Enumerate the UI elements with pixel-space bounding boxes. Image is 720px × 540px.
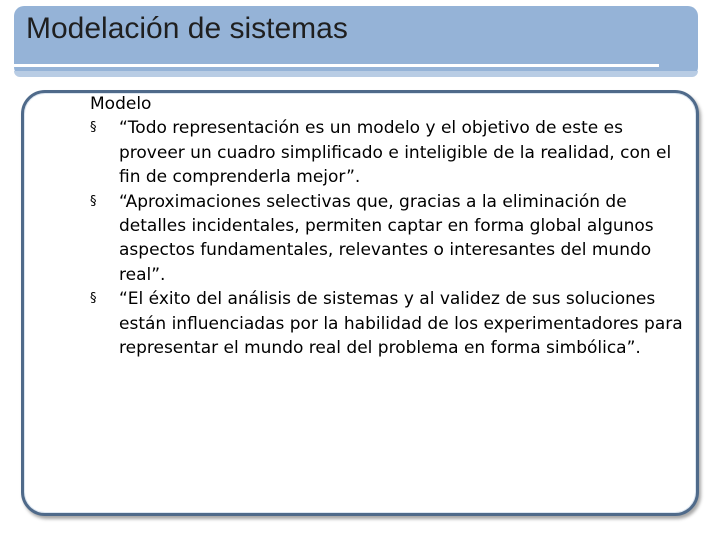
bullet-text: “Todo representación es un modelo y el objetivo de este es proveer un cuadro simplificado e inteligible de la realidad, con el fin de comprenderla mejor”. bbox=[119, 118, 672, 188]
bullet-item bbox=[90, 287, 690, 360]
section-heading: Modelo bbox=[90, 94, 152, 114]
content-area bbox=[90, 92, 690, 360]
square-bullet-icon: § bbox=[90, 120, 97, 136]
bullet-text: “El éxito del análisis de sistemas y al validez de sus soluciones están influenciadas por la habilidad de los experimentadores para representar el mundo real del problema en forma simbólica”. bbox=[119, 289, 683, 359]
slide-title: Modelación de sistemas bbox=[26, 12, 348, 45]
bullet-list bbox=[90, 116, 690, 360]
square-bullet-icon: § bbox=[90, 291, 97, 307]
square-bullet-icon: § bbox=[90, 193, 97, 209]
bullet-item bbox=[90, 116, 690, 189]
title-accent-line bbox=[14, 64, 659, 67]
bullet-text: “Aproximaciones selectivas que, gracias a la eliminación de detalles incidentales, permiten captar en forma global algunos aspectos fundamentales, relevantes o interesantes del mundo real”. bbox=[119, 191, 654, 285]
bullet-item bbox=[90, 190, 690, 288]
